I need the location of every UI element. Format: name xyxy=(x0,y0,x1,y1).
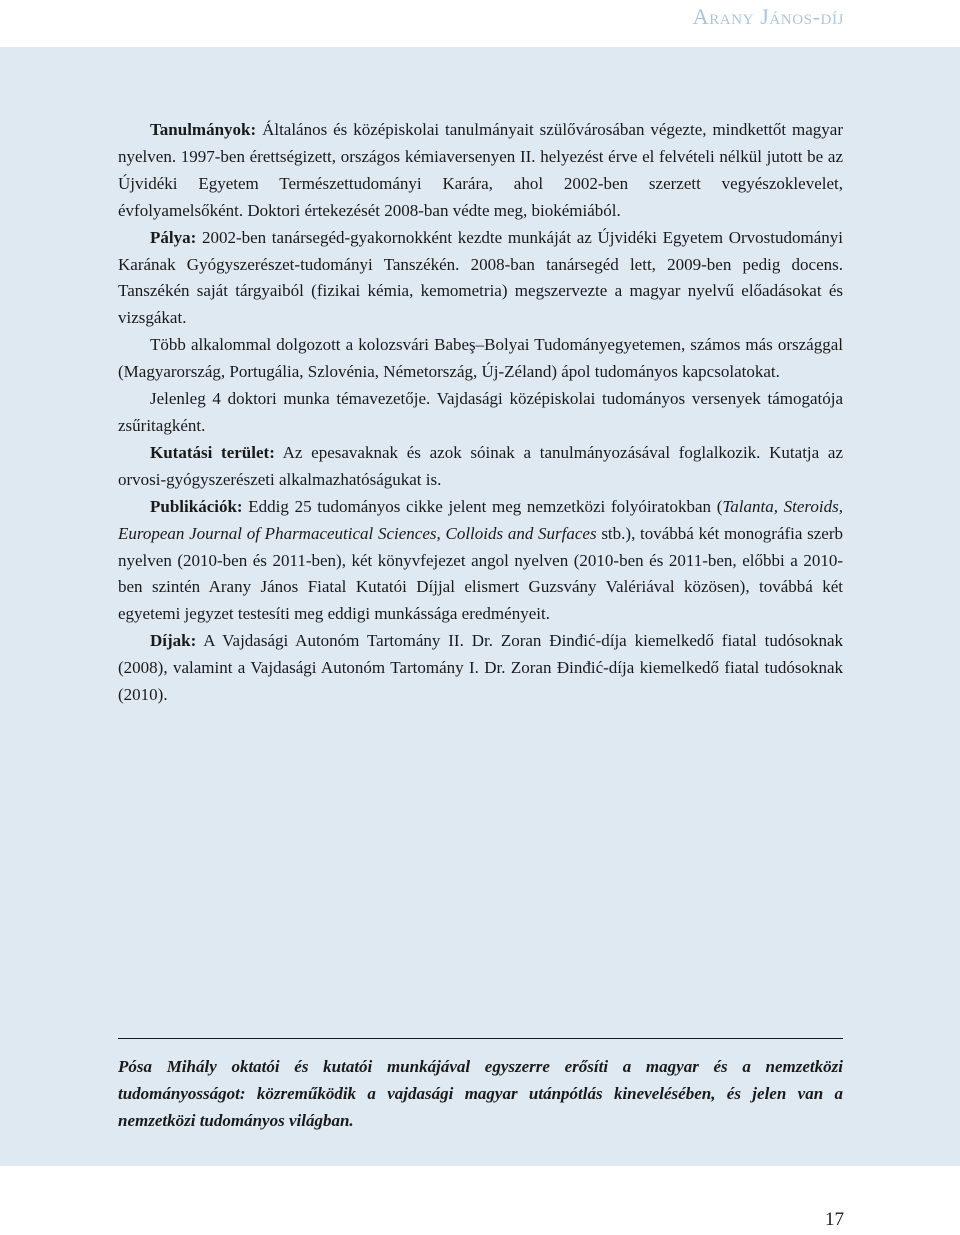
publications-paragraph xyxy=(118,494,843,629)
research-text: Az epesavaknak és azok sóinak a tanulmányozásával foglalkozik. Kutatja az orvosi-gyógyszerészeti alkalmazhatóságukat is. xyxy=(118,442,843,489)
running-title: Arany János-díj xyxy=(692,4,844,29)
awards-paragraph xyxy=(118,628,843,709)
career-text: 2002-ben tanársegéd-gyakornokként kezdte munkáját az Újvidéki Egyetem Orvostudományi Karának Gyógyszerészet-tudományi Tanszékén. 2008-ban tanársegéd lett, 2009-ben pedig docens. Tanszékén saját tárgyaiból (fizikai kémia, kemometria) megszervezte a magyar nyelvű előadásokat és vizsgákat. xyxy=(118,227,843,328)
profile-body xyxy=(118,117,843,709)
career-label: Pálya: xyxy=(150,227,197,247)
publications-text-1: Eddig 25 tudományos cikke jelent meg nemzetközi folyóiratokban ( xyxy=(242,496,723,516)
collaboration-paragraph: Több alkalommal dolgozott a kolozsvári Babeş–Bolyai Tudományegyetemen, számos más országgal (Magyarország, Portugália, Szlovénia, Németország, Új-Zéland) ápol tudományos kapcsolatokat. xyxy=(118,335,843,382)
career-paragraph xyxy=(118,225,843,333)
quote-divider xyxy=(118,1038,843,1039)
studies-paragraph xyxy=(118,117,843,225)
studies-label: Tanulmányok: xyxy=(150,120,257,139)
research-label: Kutatási terület: xyxy=(150,442,275,462)
studies-text: Általános és középiskolai tanulmányait szülővárosában végezte, mindkettőt magyar nyelven. 1997-ben érettségizett, országos kémiaversenyen II. helyezést érve el felvételi nélkül jutott be az Újvidéki Egyetem Természettudományi Karára, ahol 2002-ben szerzett vegyészoklevelet, évfolyamelsőként. Doktori értekezését 2008-ban védte meg, biokémiából. xyxy=(118,120,843,220)
publications-label: Publikációk: xyxy=(150,496,243,516)
mentoring-paragraph: Jelenleg 4 doktori munka témavezetője. Vajdasági középiskolai tudományos versenyek támogatója zsűritagként. xyxy=(118,389,843,435)
awards-label: Díjak: xyxy=(150,631,197,651)
awards-text: A Vajdasági Autonóm Tartomány II. Dr. Zoran Đinđić-díja kiemelkedő fiatal tudósoknak (2008), valamint a Vajdasági Autonóm Tartomány I. Dr. Zoran Đinđić-díja kiemelkedő fiatal tudósoknak (2010). xyxy=(118,631,843,705)
pull-quote: Pósa Mihály oktatói és kutatói munkájával egyszerre erősíti a magyar és a nemzetközi tudományosságot: közreműködik a vajdasági magyar utánpótlás kinevelésében, és jelen van a nemzetközi tudományos világban. xyxy=(118,1057,843,1130)
page-number: 17 xyxy=(825,1209,844,1230)
research-paragraph xyxy=(118,440,843,494)
publications-journals: Talanta, Steroids, European Journal of Pharmaceutical Sciences, Colloids and Surfaces xyxy=(118,496,844,543)
publications-text-2: stb.), továbbá két monográfia szerb nyelven (2010-ben és 2011-ben), két könyvfejezet angol nyelven (2010-ben és 2011-ben, előbbi a 2010-ben szintén Arany János Fiatal Kutatói Díjjal elismert Guzsvány Valériával közösen), továbbá két egyetemi jegyzet testesíti meg eddigi munkássága eredményeit. xyxy=(118,523,844,624)
